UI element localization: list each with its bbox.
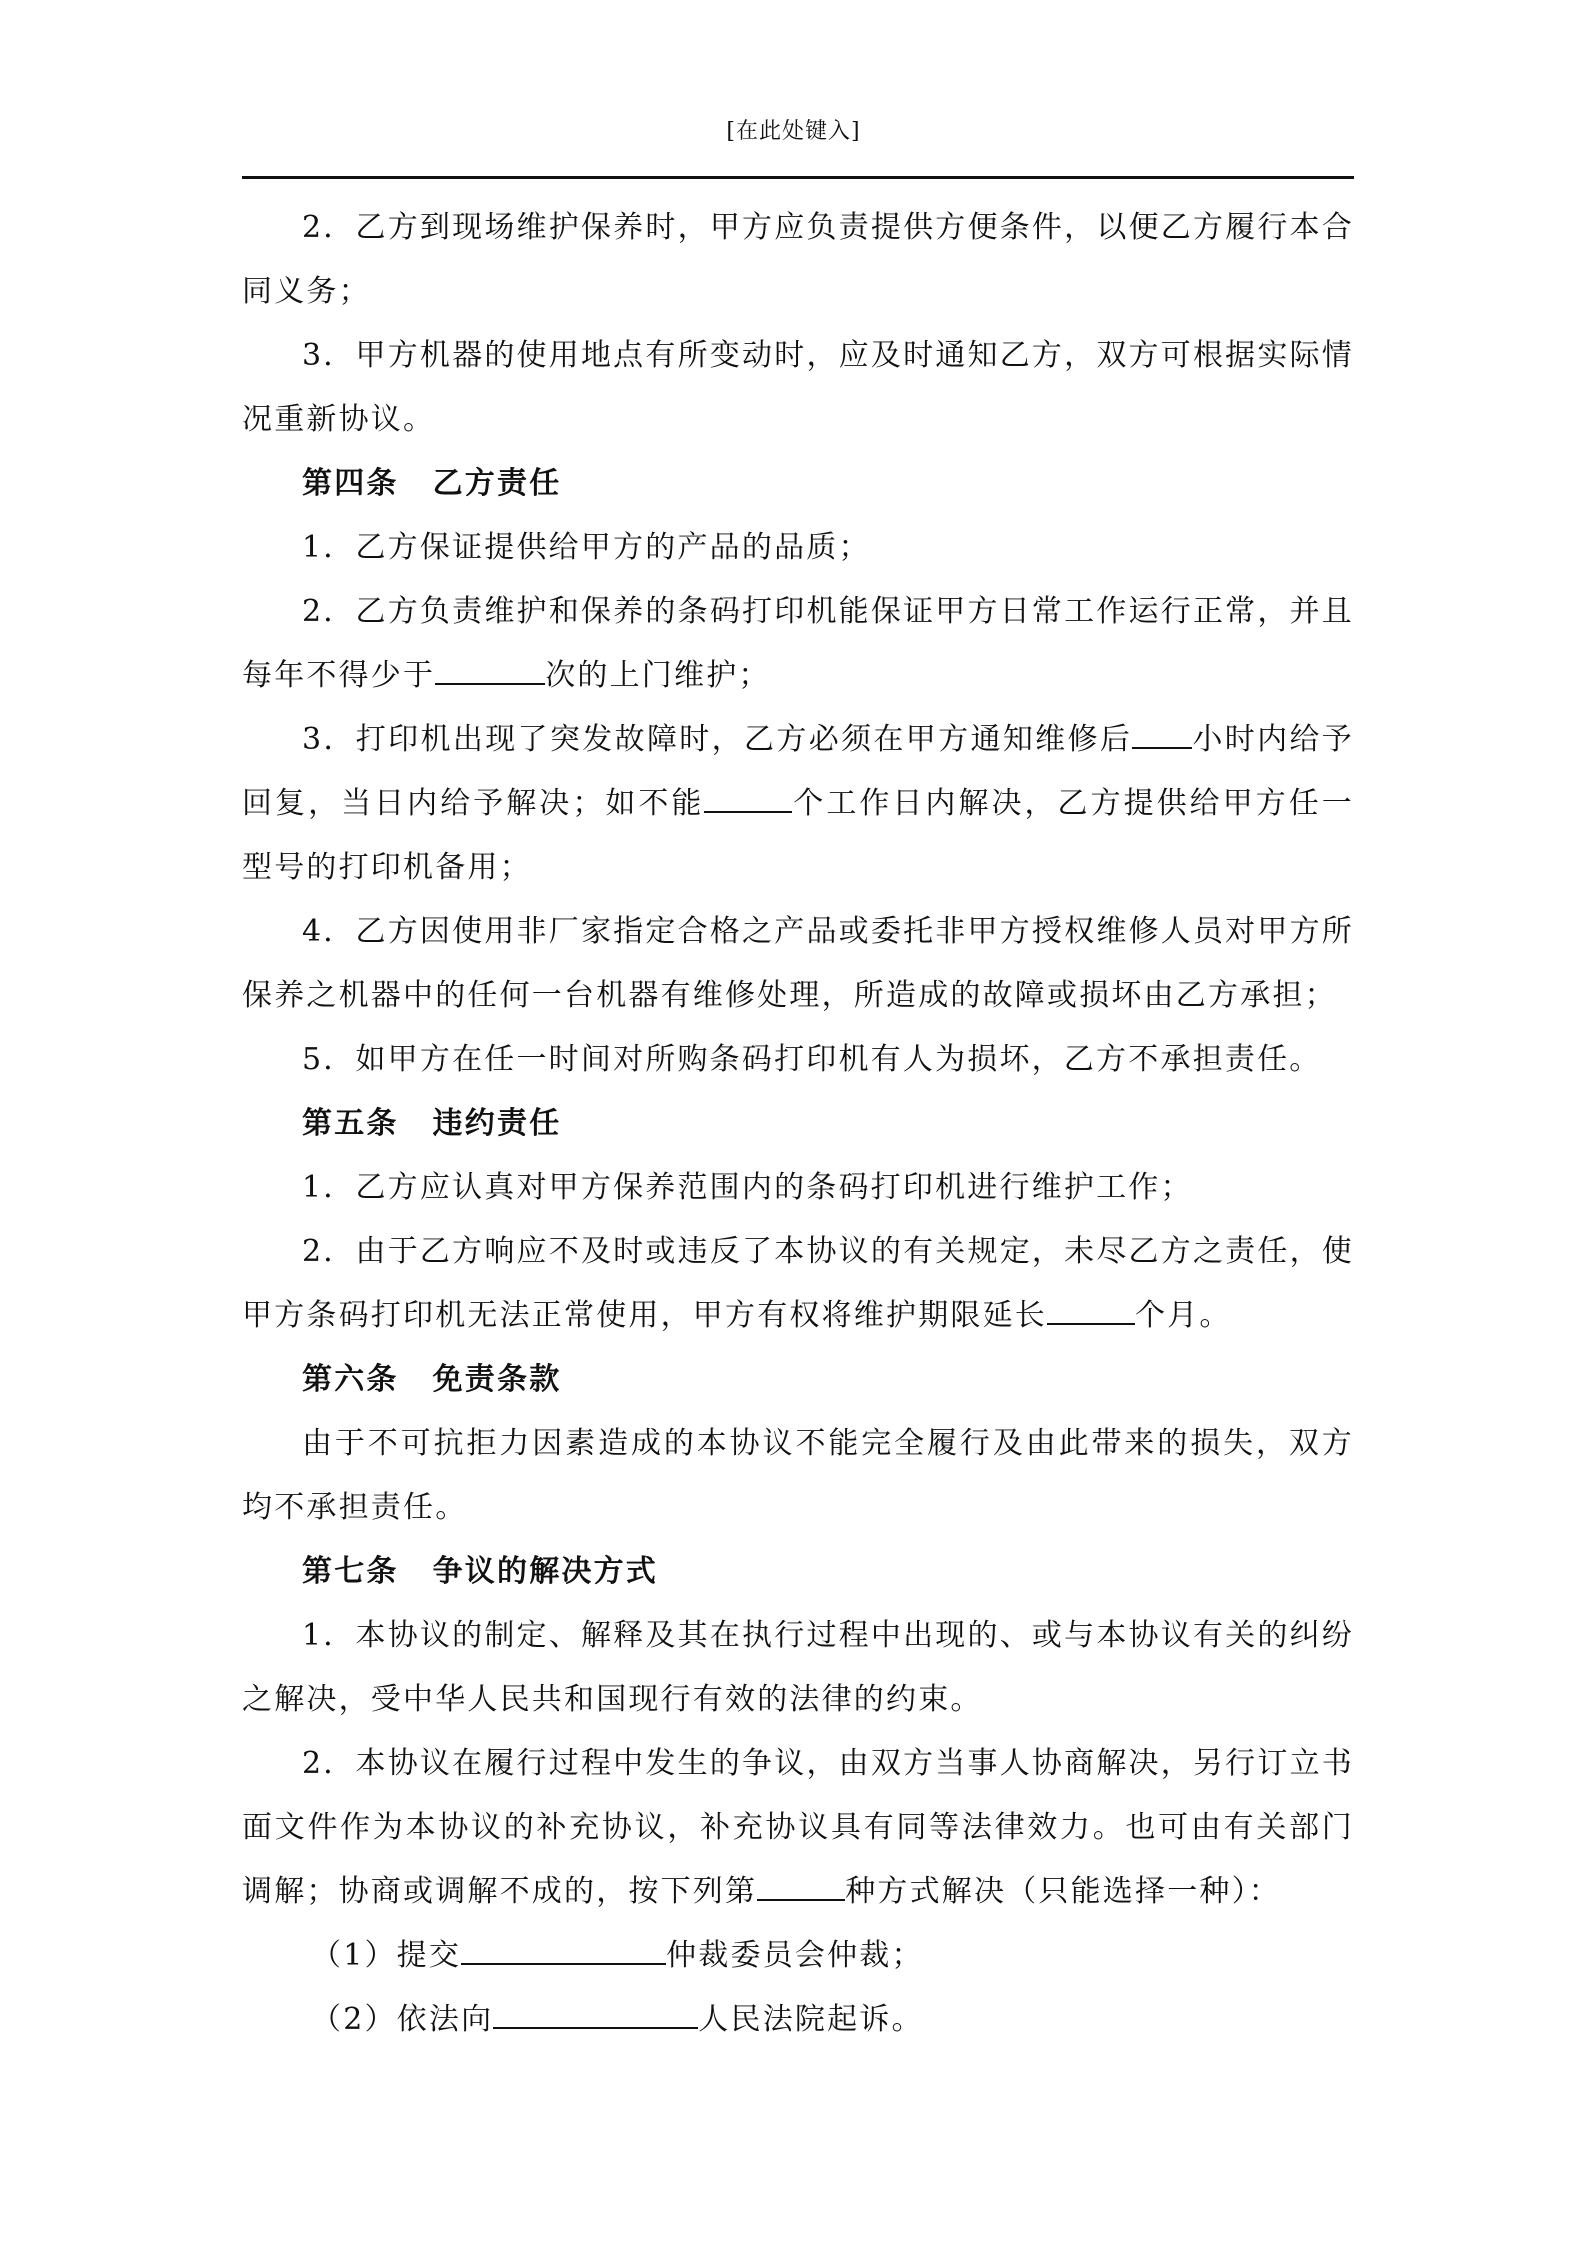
clause-paragraph: 3．甲方机器的使用地点有所变动时，应及时通知乙方，双方可根据实际情况重新协议。 bbox=[242, 338, 1354, 437]
clause-paragraph: 1．本协议的制定、解释及其在执行过程中出现的、或与本协议有关的纠纷之解决，受中华人民共和国现行有效的法律的约束。 bbox=[242, 1618, 1354, 1717]
section-heading-4 bbox=[242, 452, 1354, 516]
fill-in-blank[interactable] bbox=[1047, 1295, 1135, 1325]
page-header: [在此处键入] bbox=[726, 119, 861, 144]
clause-paragraph: 2．乙方负责维护和保养的条码打印机能保证甲方日常工作运行正常，并且每年不得少于 次的上门维护； bbox=[242, 594, 1354, 693]
fill-in-blank[interactable] bbox=[461, 1935, 666, 1965]
fill-in-blank[interactable] bbox=[435, 655, 545, 685]
section-number: 第七条 bbox=[302, 1554, 399, 1589]
fill-in-blank[interactable] bbox=[704, 783, 792, 813]
option-item: （1）提交 仲裁委员会仲裁； bbox=[242, 1924, 1354, 1988]
option-item: （2）依法向 人民法院起诉。 bbox=[242, 1988, 1354, 2052]
clause-paragraph: 3．打印机出现了突发故障时，乙方必须在甲方通知维修后 小时内给予回复，当日内给予解决；如不能 个工作日内解决，乙方提供给甲方任一型号的打印机备用； bbox=[242, 708, 1354, 900]
clause-paragraph: 2．本协议在履行过程中发生的争议，由双方当事人协商解决，另行订立书面文件作为本协议的补充协议，补充协议具有同等法律效力。也可由有关部门调解；协商或调解不成的，按下列第 种方式解决（只能选择一种）： bbox=[242, 1746, 1354, 1909]
section-title: 免责条款 bbox=[432, 1362, 562, 1397]
clause-paragraph: 1．乙方保证提供给甲方的产品的品质； bbox=[302, 530, 871, 565]
section-title: 违约责任 bbox=[432, 1106, 562, 1141]
header-divider bbox=[242, 176, 1354, 179]
section-heading-5 bbox=[242, 1092, 1354, 1156]
section-heading-6 bbox=[242, 1348, 1354, 1412]
section-heading-7 bbox=[242, 1540, 1354, 1604]
section-number: 第四条 bbox=[302, 466, 399, 501]
section-number: 第五条 bbox=[302, 1106, 399, 1141]
clause-paragraph: 2．乙方到现场维护保养时，甲方应负责提供方便条件，以便乙方履行本合同义务； bbox=[242, 210, 1354, 309]
clause-paragraph: 1．乙方应认真对甲方保养范围内的条码打印机进行维护工作； bbox=[302, 1170, 1193, 1205]
document-body bbox=[242, 196, 1354, 2052]
section-title: 乙方责任 bbox=[432, 466, 562, 501]
clause-paragraph: 4．乙方因使用非厂家指定合格之产品或委托非甲方授权维修人员对甲方所保养之机器中的任何一台机器有维修处理，所造成的故障或损坏由乙方承担； bbox=[242, 914, 1354, 1013]
fill-in-blank[interactable] bbox=[757, 1871, 845, 1901]
fill-in-blank[interactable] bbox=[1132, 719, 1192, 749]
fill-in-blank[interactable] bbox=[493, 1999, 698, 2029]
section-number: 第六条 bbox=[302, 1362, 399, 1397]
clause-paragraph: 2．由于乙方响应不及时或违反了本协议的有关规定，未尽乙方之责任，使甲方条码打印机无法正常使用，甲方有权将维护期限延长 个月。 bbox=[242, 1234, 1354, 1333]
clause-paragraph: 由于不可抗拒力因素造成的本协议不能完全履行及由此带来的损失，双方均不承担责任。 bbox=[242, 1426, 1354, 1525]
clause-paragraph: 5．如甲方在任一时间对所购条码打印机有人为损坏，乙方不承担责任。 bbox=[302, 1042, 1322, 1077]
section-title: 争议的解决方式 bbox=[432, 1554, 659, 1589]
